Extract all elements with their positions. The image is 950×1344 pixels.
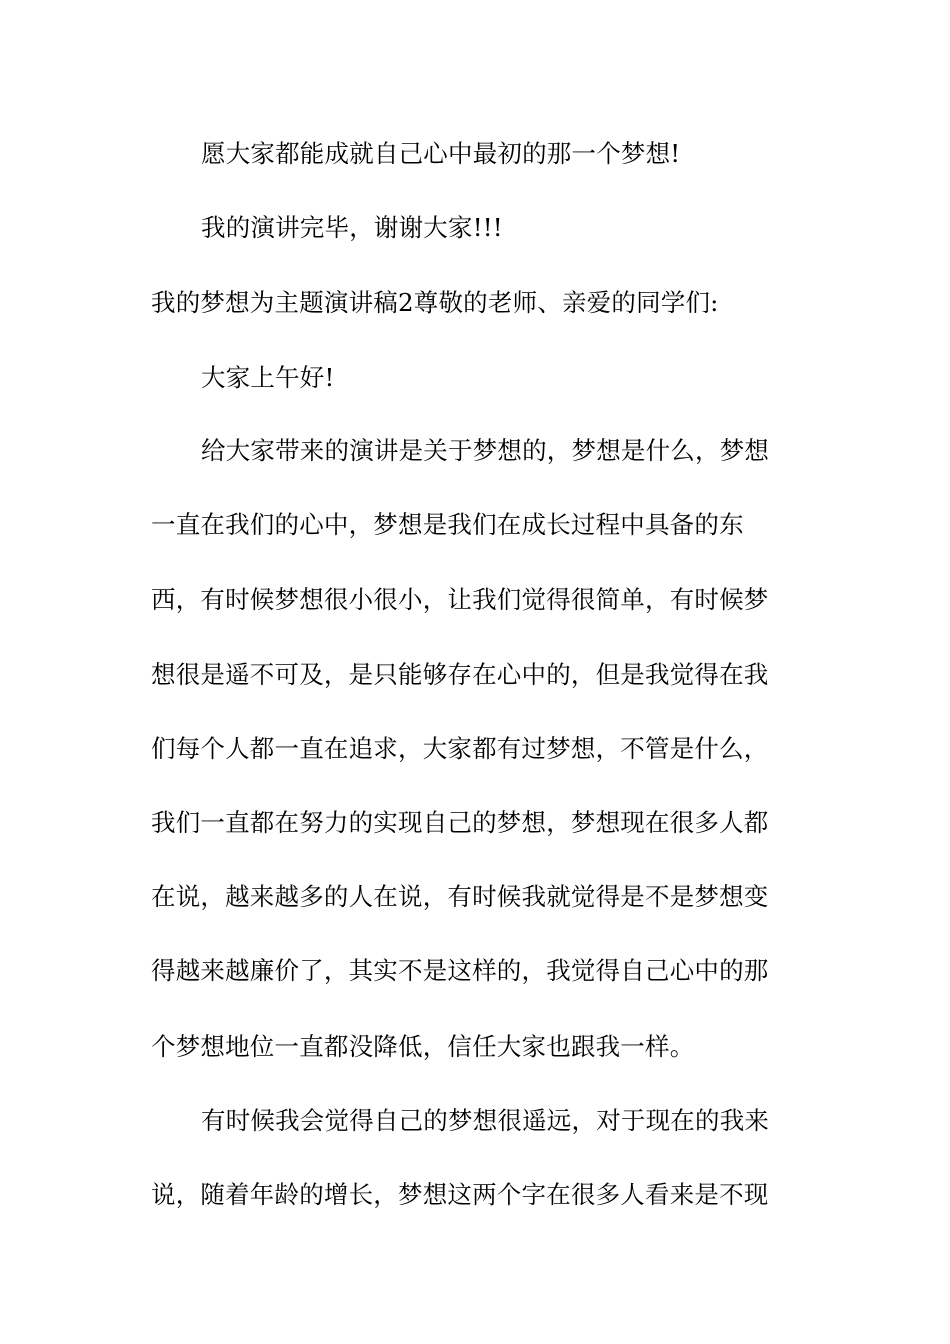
paragraph-line: 想很是遥不可及，是只能够存在心中的，但是我觉得在我 (151, 660, 769, 689)
paragraph-line: 一直在我们的心中，梦想是我们在成长过程中具备的东 (151, 510, 744, 539)
text-line: 愿大家都能成就自己心中最初的那一个梦想! (201, 139, 681, 168)
paragraph-line: 西，有时候梦想很小很小，让我们觉得很简单，有时候梦 (151, 585, 769, 614)
paragraph-line: 说，随着年龄的增长，梦想这两个字在很多人看来是不现 (151, 1180, 769, 1209)
paragraph-line: 有时候我会觉得自己的梦想很遥远，对于现在的我来 (201, 1106, 770, 1135)
paragraph-line: 得越来越廉价了，其实不是这样的，我觉得自己心中的那 (151, 956, 769, 985)
text-line: 我的演讲完毕，谢谢大家!!! (201, 213, 503, 242)
paragraph-line: 给大家带来的演讲是关于梦想的，梦想是什么，梦想 (201, 436, 770, 465)
section-heading-line: 我的梦想为主题演讲稿2尊敬的老师、亲爱的同学们: (151, 288, 719, 317)
greeting-line: 大家上午好! (201, 363, 335, 392)
paragraph-line: 在说，越来越多的人在说，有时候我就觉得是不是梦想变 (151, 882, 769, 911)
paragraph-line: 个梦想地位一直都没降低，信任大家也跟我一样。 (151, 1032, 695, 1061)
paragraph-line: 们每个人都一直在追求，大家都有过梦想，不管是什么， (151, 734, 769, 763)
paragraph-line: 我们一直都在努力的实现自己的梦想，梦想现在很多人都 (151, 808, 769, 837)
